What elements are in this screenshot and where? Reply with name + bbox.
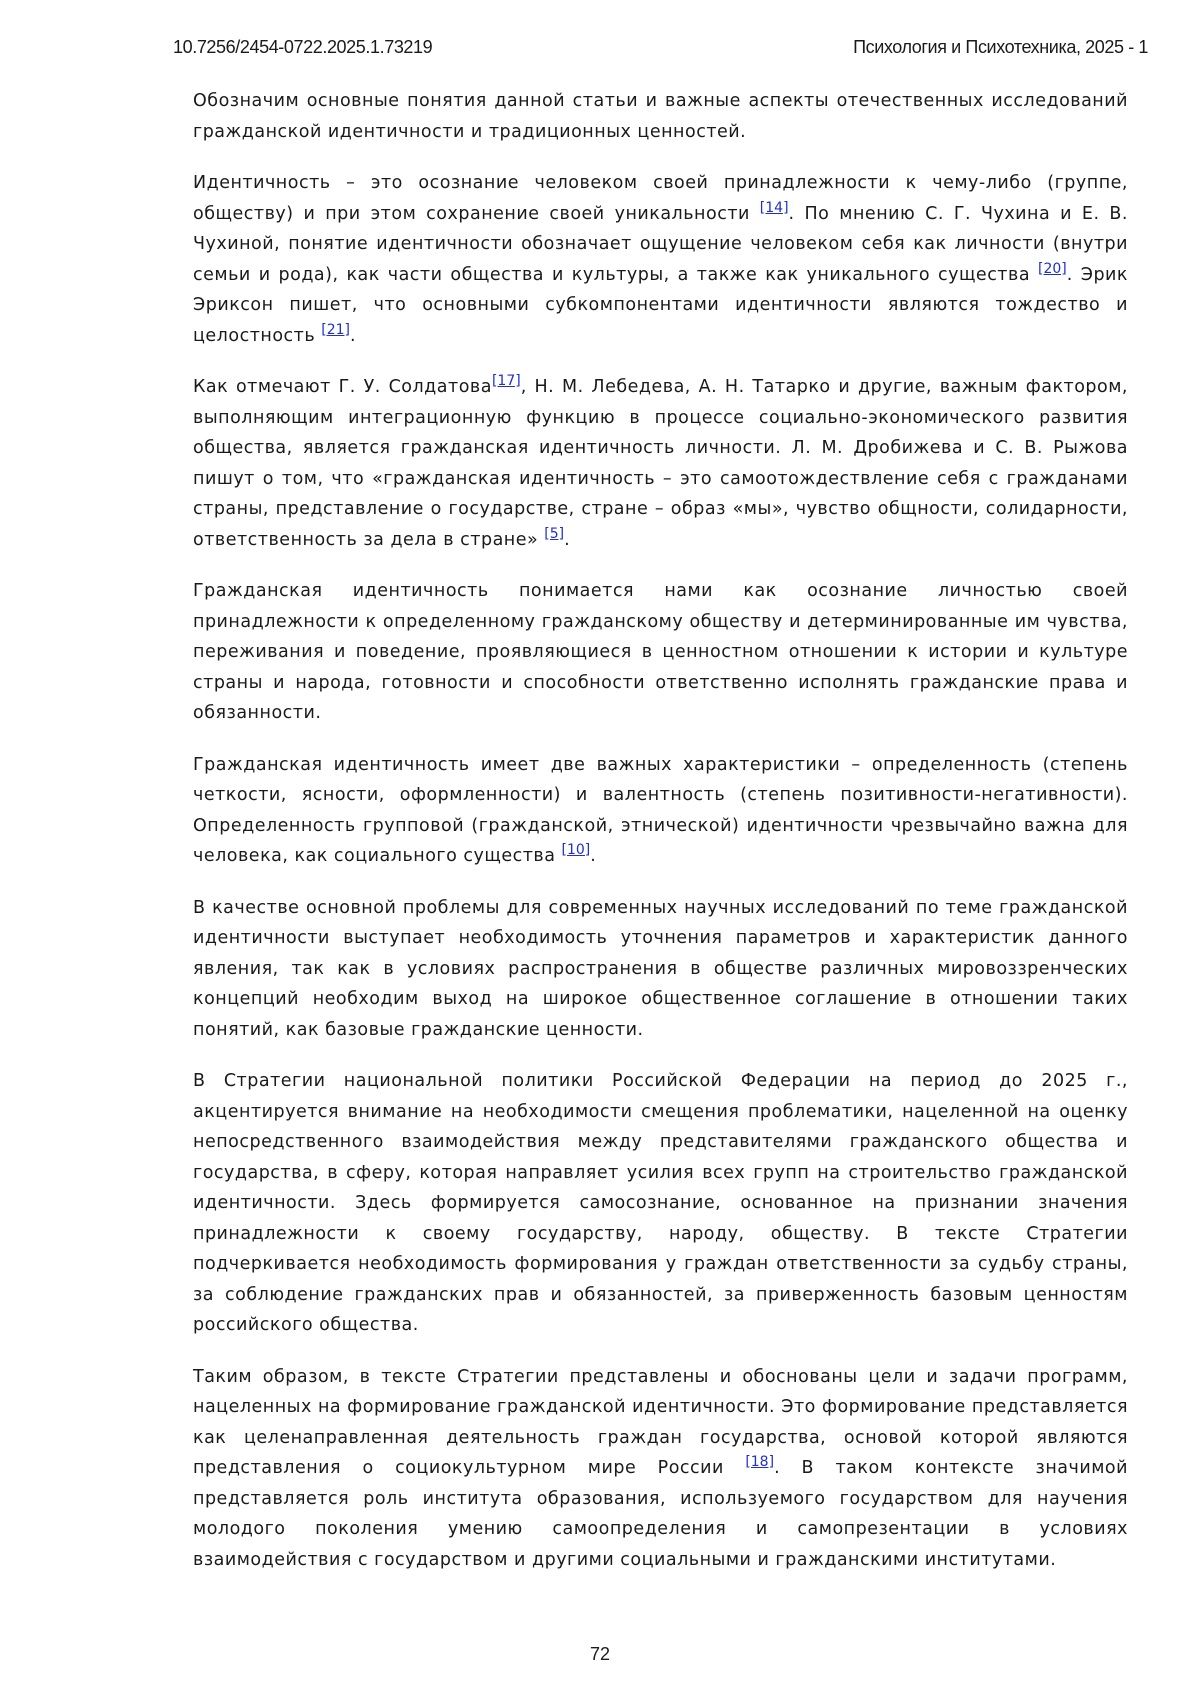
paragraph-text: . xyxy=(590,846,596,866)
paragraph-text: , Н. М. Лебедева, А. Н. Татарко и другие, важным фактором, выполняющим интеграционную функцию в процессе социально-экономического развития общества, является гражданская идентичность личности. Л. М. Дробижева и С. В. Рыжова пишут о том, что «гражданская идентичность – это самоотождествление себя с гражданами страны, представление о государстве, стране – образ «мы», чувство общности, солидарности, ответственность за дела в стране» xyxy=(193,377,1128,550)
paragraph-1 xyxy=(193,86,1128,147)
paragraph-3 xyxy=(193,372,1128,555)
citation-link[interactable]: [20] xyxy=(1038,261,1067,277)
paragraph-6 xyxy=(193,893,1128,1046)
paragraph-text: . xyxy=(350,326,356,346)
paragraph-text: Как отмечают Г. У. Солдатова xyxy=(193,377,492,397)
journal-title: Психология и Психотехника, 2025 - 1 xyxy=(853,37,1148,58)
paragraph-text: . По мнению С. Г. Чухина и Е. В. Чухиной, понятие идентичности обозначает ощущение человеком себя как личности (внутри семьи и рода), как части общества и культуры, а также как уникального существа xyxy=(193,204,1128,285)
page-header xyxy=(0,37,1200,63)
citation-link[interactable]: [21] xyxy=(321,322,350,338)
paragraph-4 xyxy=(193,576,1128,729)
citation-link[interactable]: [18] xyxy=(745,1454,774,1470)
paragraph-text: В качестве основной проблемы для современных научных исследований по теме гражданской идентичности выступает необходимость уточнения параметров и характеристик данного явления, так как в условиях распространения в обществе различных мировоззренческих концепций необходим выход на широкое общественное соглашение в отношении таких понятий, как базовые гражданские ценности. xyxy=(193,898,1128,1040)
paragraph-text: . В таком контексте значимой представляется роль института образования, используемого государством для научения молодого поколения умению самоопределения и самопрезентации в условиях взаимодействия с государством и другими социальными и гражданскими институтами. xyxy=(193,1458,1128,1570)
article-doi: 10.7256/2454-0722.2025.1.73219 xyxy=(173,37,432,58)
page-number: 72 xyxy=(0,1644,1200,1665)
paragraph-text: . Эрик Эриксон пишет, что основными субкомпонентами идентичности являются тождество и целостность xyxy=(193,265,1128,346)
paragraph-2 xyxy=(193,168,1128,351)
paragraph-text: В Стратегии национальной политики Российской Федерации на период до 2025 г., акцентируется внимание на необходимости смещения проблематики, нацеленной на оценку непосредственного взаимодействия между представителями гражданского общества и государства, в сферу, которая направляет усилия всех групп на строительство гражданской идентичности. Здесь формируется самосознание, основанное на признании значения принадлежности к своему государству, народу, обществу. В тексте Стратегии подчеркивается необходимость формирования у граждан ответственности за судьбу страны, за соблюдение гражданских прав и обязанностей, за приверженность базовым ценностям российского общества. xyxy=(193,1071,1128,1335)
citation-link[interactable]: [14] xyxy=(760,200,789,216)
paragraph-text: Обозначим основные понятия данной статьи и важные аспекты отечественных исследований гражданской идентичности и традиционных ценностей. xyxy=(193,91,1128,142)
paragraph-text: Таким образом, в тексте Стратегии представлены и обоснованы цели и задачи программ, нацеленных на формирование гражданской идентичности. Это формирование представляется как целенаправленная деятельность граждан государства, основой которой являются представления о социокультурном мире России xyxy=(193,1367,1128,1479)
paragraph-text: Гражданская идентичность понимается нами как осознание личностью своей принадлежности к определенному гражданскому обществу и детерминированные им чувства, переживания и поведение, проявляющиеся в ценностном отношении к истории и культуре страны и народа, готовности и способности ответственно исполнять гражданские права и обязанности. xyxy=(193,581,1128,723)
citation-link[interactable]: [17] xyxy=(492,373,521,389)
paragraph-text: . xyxy=(564,530,570,550)
paragraph-text: Идентичность – это осознание человеком своей принадлежности к чему-либо (группе, обществу) и при этом сохранение своей уникальности xyxy=(193,173,1128,224)
paragraph-8 xyxy=(193,1362,1128,1576)
paragraph-text: Гражданская идентичность имеет две важных характеристики – определенность (степень четкости, ясности, оформленности) и валентность (степень позитивности-негативности). Определенность групповой (гражданской, этнической) идентичности чрезвычайно важна для человека, как социального существа xyxy=(193,755,1128,867)
paragraph-5 xyxy=(193,750,1128,872)
article-body xyxy=(193,86,1128,1596)
paragraph-7 xyxy=(193,1066,1128,1341)
citation-link[interactable]: [5] xyxy=(544,526,564,542)
citation-link[interactable]: [10] xyxy=(562,842,591,858)
